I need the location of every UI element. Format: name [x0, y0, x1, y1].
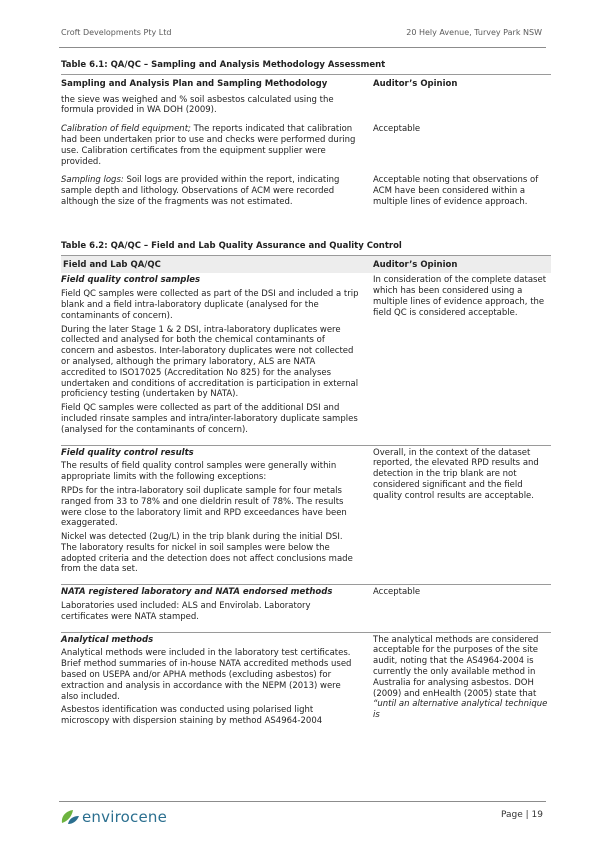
- field-qc-results-p2: RPDs for the intra-laboratory soil duplicate sample for four metals ranged from 33 to 78% and one dieldrin result of 78%. The results were close to the laboratory limit and RPD exceedances have been exaggerated.: [61, 485, 347, 529]
- table-row: [61, 173, 551, 213]
- field-qc-results-p3: Nickel was detected (2ug/L) in the trip blank during the initial DSI. The laboratory results for nickel in soil samples were below the adopted criteria and the detection does not affect conclusions made from the data set.: [61, 532, 353, 575]
- nata-title: NATA registered laboratory and NATA endorsed methods: [61, 587, 333, 598]
- field-qc-results-opinion: Overall, in the context of the dataset reported, the elevated RPD results and detection in the trip blank are not considered significant and the field quality control results are acceptable.: [367, 445, 551, 585]
- table-row: [61, 122, 551, 173]
- header-company: Croft Developments Pty Ltd: [61, 28, 172, 37]
- table-6-2-caption: Table 6.2: QA/QC – Field and Lab Quality Assurance and Quality Control: [61, 239, 551, 255]
- calibration-text: The reports indicated that calibration had been undertaken prior to use and checks were performed during use. Calibration certificates from the equipment supplier were provided.: [61, 124, 356, 167]
- analytical-methods-p1: Analytical methods were included in the laboratory test certificates. Brief method summaries of in-house NATA accredited methods used based on USEPA and/or APHA methods (excluding asbestos) for extraction and analysis in accordance with the NEPM (2013) were also included.: [61, 648, 352, 702]
- nata-p1: Laboratories used included: ALS and Envirolab. Laboratory certificates were NATA stamped.: [61, 601, 311, 622]
- leaf-logo-icon: [59, 808, 81, 826]
- field-qc-samples-p1: Field QC samples were collected as part of the DSI and included a trip blank and a field intra-laboratory duplicate (analysed for the contaminants of concern).: [61, 289, 359, 321]
- table-row: [61, 273, 551, 445]
- table-row: [61, 93, 551, 123]
- table-row: [61, 632, 551, 736]
- sampling-logs-opinion: Acceptable noting that observations of ACM have been considered within a multiple lines of evidence approach.: [373, 175, 539, 207]
- page-number: Page | 19: [501, 810, 543, 820]
- header-address: 20 Hely Avenue, Turvey Park NSW: [406, 28, 542, 37]
- table-row: [61, 585, 551, 632]
- table-6-2: [61, 239, 551, 736]
- envirocene-logo: [59, 808, 167, 826]
- logo-wordmark: envirocene: [82, 808, 168, 826]
- table-6-1-col1-header: Sampling and Analysis Plan and Sampling Methodology: [61, 78, 328, 89]
- calibration-opinion: Acceptable: [373, 124, 421, 135]
- analytical-methods-p2: Asbestos identification was conducted using polarised light microscopy with dispersion staining by method AS4964-2004: [61, 705, 323, 727]
- header-divider: [59, 47, 546, 48]
- sampling-logs-text: Soil logs are provided within the report, indicating sample depth and lithology. Observations of ACM were recorded although the size of the fragments was not estimated.: [61, 175, 340, 207]
- footer-divider: [59, 801, 546, 802]
- calibration-label: Calibration of field equipment;: [61, 124, 191, 135]
- nata-opinion: Acceptable: [367, 585, 551, 632]
- page-content: [61, 58, 551, 736]
- field-qc-samples-opinion: In consideration of the complete dataset which has been considered using a multiple lines of evidence approach, the field QC is considered acceptable.: [373, 275, 547, 318]
- table-6-1-col2-header: Auditor’s Opinion: [373, 78, 458, 89]
- analytical-methods-opinion: The analytical methods are considered acceptable for the purposes of the site audit, noting that the AS4964-2004 is currently the only available method in Australia for analysing asbestos. DOH (2009) and enHealth (2005) state that: [373, 634, 539, 699]
- analytical-methods-opinion-quote: “until an alternative analytical technique is: [373, 699, 548, 721]
- table-6-1-caption: Table 6.1: QA/QC – Sampling and Analysis Methodology Assessment: [61, 58, 551, 74]
- field-qc-samples-p3: Field QC samples were collected as part of the additional DSI and included rinsate samples and intra/inter-laboratory duplicate samples (analysed for the contaminants of concern).: [61, 403, 358, 435]
- table-6-1-row0-text: the sieve was weighed and % soil asbestos calculated using the formula provided in WA DOH (2009).: [61, 94, 334, 116]
- field-qc-samples-title: Field quality control samples: [61, 275, 201, 286]
- field-qc-results-title: Field quality control results: [61, 447, 194, 458]
- table-6-1: [61, 58, 551, 214]
- table-6-2-col1-header: Field and Lab QA/QC: [61, 255, 367, 273]
- field-qc-results-p1: The results of field quality control samples were generally within appropriate limits with the following exceptions:: [61, 461, 337, 483]
- table-row: [61, 445, 551, 585]
- analytical-methods-title: Analytical methods: [61, 634, 154, 645]
- table-6-2-col2-header: Auditor’s Opinion: [367, 255, 551, 273]
- sampling-logs-label: Sampling logs:: [61, 175, 124, 186]
- field-qc-samples-p2: During the later Stage 1 & 2 DSI, intra-laboratory duplicates were collected and analysed for both the chemical contaminants of concern and asbestos. Inter-laboratory duplicates were not collected or analysed, although the primary laboratory, ALS are NATA accredited to ISO17025 (Accreditation No 825) for the analyses undertaken and conditions of accreditation is participation in external proficiency testing (undertaken by NATA).: [61, 324, 359, 400]
